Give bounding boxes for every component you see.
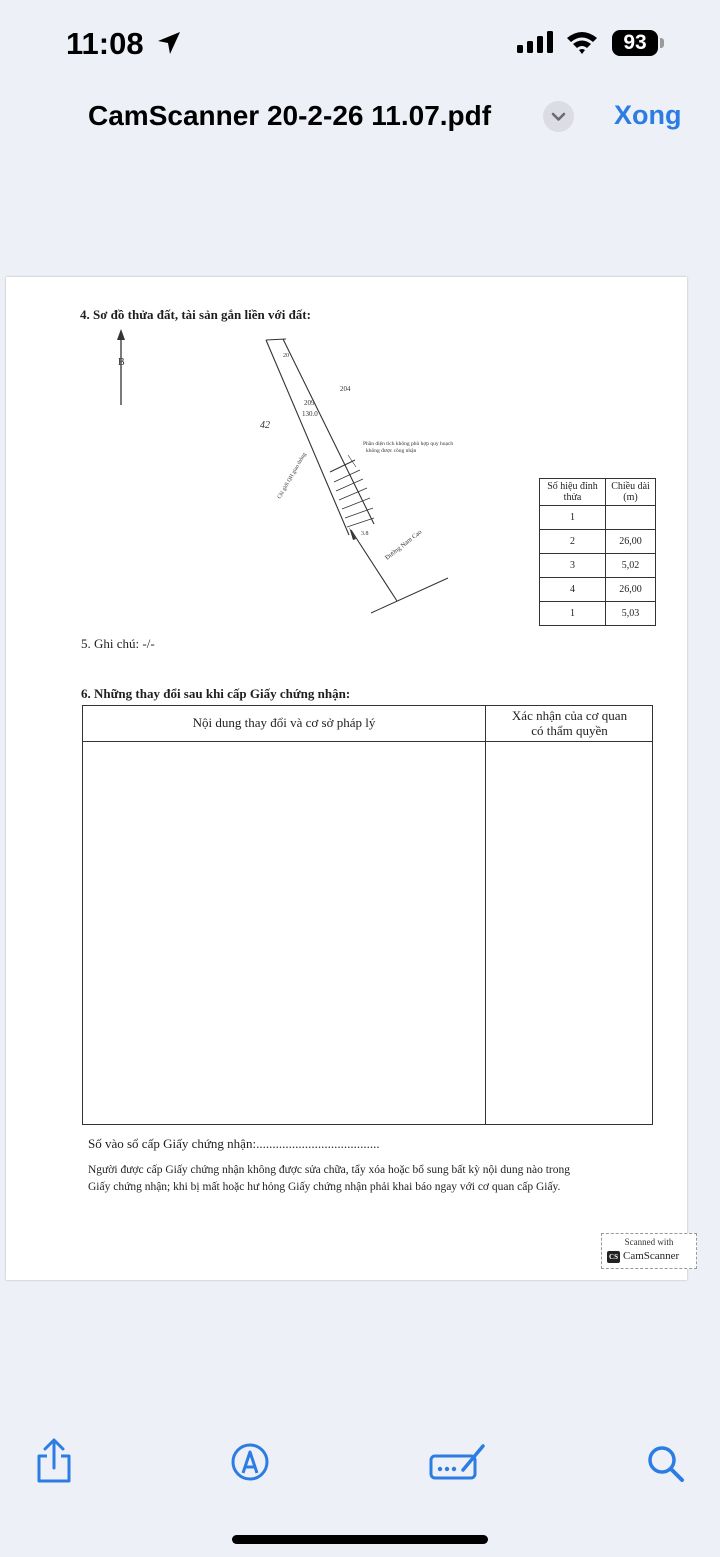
markup-pen-icon[interactable] [230, 1442, 270, 1482]
done-button[interactable]: Xong [614, 100, 682, 130]
dimension-table [539, 478, 656, 626]
section-6-heading: 6. Những thay đổi sau khi cấp Giấy chứng nhận: [81, 686, 351, 701]
boundary-label: Chỉ giới QH giao thông [276, 451, 308, 500]
vertex-cell: 4 [540, 578, 606, 602]
nav-bar [0, 88, 720, 148]
changes-header-rule [83, 741, 652, 742]
wifi-icon [565, 29, 599, 55]
area-value: 130.0 [302, 410, 318, 418]
section-5-note: 5. Ghi chú: -/- [81, 636, 155, 651]
section-4-heading: 4. Sơ đồ thửa đất, tài sản gắn liền với đất: [80, 307, 311, 322]
dimension-row [540, 602, 656, 626]
register-label: Số vào sổ cấp Giấy chứng nhận: [88, 1136, 257, 1151]
boundary-line [330, 460, 355, 472]
parcel-top-label: 20 [283, 353, 289, 359]
parcel-left-edge [266, 340, 349, 535]
length-cell: 26,00 [606, 578, 656, 602]
vertex-header: Số hiệu đỉnh thửa [540, 479, 606, 506]
vertex-cell: 2 [540, 530, 606, 554]
north-label: B [118, 357, 125, 368]
map-note-line2: không được công nhận [366, 448, 417, 454]
cellular-signal-icon [517, 31, 557, 55]
changes-col2-header [487, 708, 652, 738]
footer-note-line1: Người được cấp Giấy chứng nhận không được sửa chữa, tẩy xóa hoặc bổ sung bất kỳ nội dung nào trong [88, 1164, 570, 1176]
hatched-area [334, 470, 374, 527]
length-header: Chiều dài (m) [606, 479, 656, 506]
battery-level: 93 [612, 30, 658, 56]
dimension-row [540, 530, 656, 554]
changes-col1-header: Nội dung thay đổi và cơ sở pháp lý [192, 715, 376, 730]
road-frontage-line [371, 578, 448, 613]
changes-col2-line1: Xác nhận của cơ quan [511, 708, 628, 723]
side-number-label: 42 [260, 420, 270, 431]
search-icon[interactable] [646, 1444, 686, 1484]
point-label: 3.8 [361, 531, 369, 537]
footer-note-line2: Giấy chứng nhận; khi bị mất hoặc hư hỏng Giấy chứng nhận phải khai báo ngay với cơ quan cấp Giấy. [88, 1181, 561, 1193]
location-arrow-icon [156, 30, 182, 56]
length-cell [606, 506, 656, 530]
camscanner-logo-icon: CS [607, 1251, 620, 1263]
vertex-cell: 3 [540, 554, 606, 578]
changes-column-divider [485, 706, 486, 1124]
register-dots: ...................................... [256, 1136, 380, 1151]
bottom-toolbar [0, 1420, 720, 1510]
pdf-page[interactable] [6, 277, 687, 1280]
signature-icon[interactable] [429, 1442, 487, 1482]
length-cell: 26,00 [606, 530, 656, 554]
road-name-label: Đường Nam Cao [383, 528, 424, 562]
dimension-row [540, 554, 656, 578]
map-note-line1: Phần diện tích không phù hợp quy hoạch [363, 441, 454, 447]
changes-col2-line2: có thẩm quyền [531, 723, 608, 738]
title-menu-button[interactable] [543, 101, 574, 132]
changes-table [82, 705, 653, 1125]
watermark-name: CamScanner [623, 1250, 680, 1262]
status-bar [0, 0, 720, 88]
share-icon[interactable] [34, 1438, 74, 1484]
camscanner-watermark [601, 1233, 697, 1269]
road-line [351, 530, 397, 601]
dimension-row [540, 506, 656, 530]
dimension-row [540, 578, 656, 602]
watermark-top-text: Scanned with [624, 1237, 674, 1247]
vertex-cell: 1 [540, 506, 606, 530]
neighbor-parcel-label: 204 [340, 385, 351, 393]
length-cell: 5,03 [606, 602, 656, 626]
chevron-down-icon [543, 101, 574, 132]
length-cell: 5,02 [606, 554, 656, 578]
parcel-right-edge [283, 339, 374, 524]
document-title[interactable]: CamScanner 20-2-26 11.07.pdf [88, 100, 492, 131]
north-arrow-head [117, 329, 125, 340]
battery-cap [660, 38, 664, 48]
status-time: 11:08 [66, 26, 144, 61]
vertex-cell: 1 [540, 602, 606, 626]
area-label: 209 [304, 399, 315, 407]
home-indicator[interactable] [232, 1535, 488, 1544]
register-line [88, 1136, 380, 1152]
dimension-table-header [540, 479, 656, 506]
